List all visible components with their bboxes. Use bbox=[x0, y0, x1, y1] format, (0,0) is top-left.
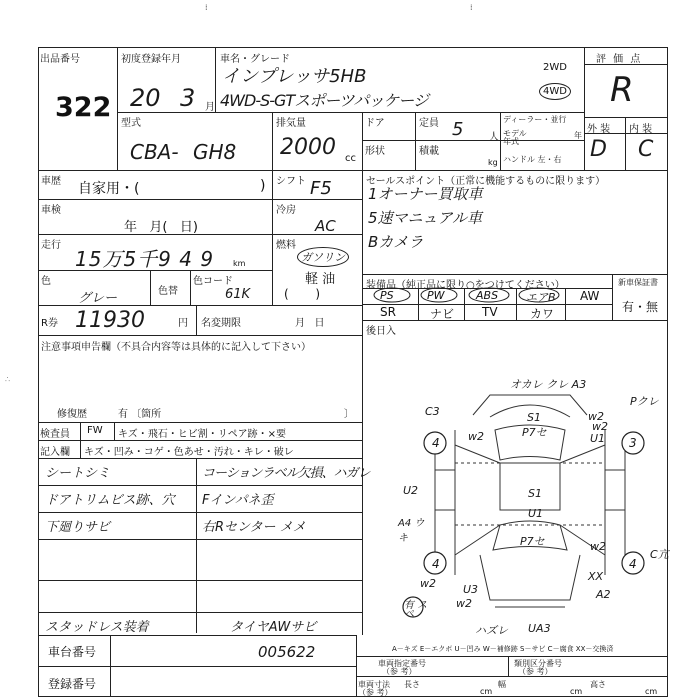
height-label: 高さ bbox=[590, 680, 606, 689]
door-label: ドア bbox=[365, 118, 385, 129]
load-label: 積載 bbox=[419, 146, 439, 157]
diagram-mark-21: 4 bbox=[629, 557, 637, 571]
drive-4wd: 4WD bbox=[539, 83, 571, 100]
diagram-mark-7: w2 bbox=[468, 430, 484, 443]
type-label: 型式 bbox=[121, 118, 141, 129]
diagram-mark-3: C3 bbox=[425, 405, 440, 418]
fuel-value2: 軽 油 bbox=[305, 272, 336, 287]
transfer-value: 月 日 bbox=[295, 318, 325, 329]
diagram-mark-18: C亢 bbox=[650, 548, 669, 561]
first-reg-month: 3 bbox=[180, 84, 196, 112]
recycle-value: 11930 bbox=[75, 308, 145, 333]
sales-point-2: 5速マニュアル車 bbox=[368, 209, 482, 227]
person-unit: 人 bbox=[489, 132, 499, 143]
model-line1: インプレッサ5HB bbox=[222, 66, 367, 87]
equip-tv: TV bbox=[482, 305, 498, 319]
fuel-paren: ( ) bbox=[284, 287, 321, 301]
remark-right-2: Fインパネ歪 bbox=[202, 493, 274, 508]
repair-close: 〕 bbox=[344, 409, 354, 420]
diagram-mark-1: オカレ クレ A3 bbox=[510, 378, 587, 391]
other-label: 後日入 bbox=[366, 326, 396, 337]
scan-mark: ∴ bbox=[5, 375, 11, 384]
inspect-label: 車検 bbox=[41, 205, 61, 216]
color-change-label: 色替 bbox=[158, 286, 178, 297]
diagram-mark-24: A2 bbox=[596, 588, 611, 601]
category-label: 類別区分番号 bbox=[514, 659, 562, 668]
history-label: 車歴 bbox=[41, 176, 61, 187]
diagram-mark-13: S1 bbox=[528, 487, 542, 500]
km-unit: km bbox=[233, 259, 246, 268]
year-unit: 年 bbox=[574, 131, 582, 140]
width-unit: cm bbox=[570, 687, 583, 696]
diagram-mark-15: A4 ウキ bbox=[398, 518, 425, 544]
diagram-mark-4: w2 bbox=[588, 410, 604, 423]
category-ref: （参 考） bbox=[518, 667, 553, 676]
equip-navi: ナビ bbox=[430, 307, 455, 321]
shape-label: 形状 bbox=[365, 146, 385, 157]
equip-pw: PW bbox=[427, 289, 445, 302]
sales-label: セールスポイント（正常に機能するものに限ります） bbox=[366, 176, 606, 187]
designated-label: 車両指定番号 bbox=[378, 659, 426, 668]
diagram-mark-11: 3 bbox=[629, 436, 637, 450]
remark-right-1: コーションラベル欠損、ハガレ bbox=[202, 466, 370, 481]
mileage-value: 15万5千9 4 9 bbox=[75, 247, 215, 271]
diagram-mark-5: S1 bbox=[527, 411, 541, 424]
equip-circle-pw bbox=[421, 288, 457, 302]
equip-airbag: エアB bbox=[526, 291, 556, 304]
diagram-mark-2: Pクレ bbox=[630, 395, 659, 408]
diagram-mark-28: UA3 bbox=[528, 622, 551, 635]
inspector-label: 検査員 bbox=[40, 429, 70, 440]
equip-circle-airbag bbox=[519, 288, 559, 302]
length-label: 長さ bbox=[404, 680, 420, 689]
ac-label: 冷房 bbox=[276, 205, 296, 216]
ac-value: AC bbox=[315, 217, 336, 235]
color-code-label: 色コード bbox=[193, 276, 233, 287]
dealer-label: ディーラー・並行 bbox=[503, 115, 567, 124]
color-label: 色 bbox=[41, 276, 51, 287]
model-line2: 4WD-S-GTスポーツパッケージ bbox=[220, 91, 428, 110]
int-value: C bbox=[638, 137, 654, 162]
remark-left-5: スタッドレス装着 bbox=[45, 620, 149, 635]
equipment-circles bbox=[366, 286, 606, 304]
inspector-code: FW bbox=[87, 425, 103, 436]
diagram-mark-25: w2 bbox=[456, 597, 472, 610]
equipment-label: 装備品（純正品に限り○をつけてください） bbox=[366, 280, 565, 291]
yen-unit: 円 bbox=[178, 318, 188, 329]
equip-abs: ABS bbox=[476, 289, 499, 302]
fuel-value1: ガソリン bbox=[297, 247, 349, 267]
diagram-mark-22: w2 bbox=[420, 577, 436, 590]
cc-value: 2000 bbox=[280, 135, 336, 160]
fuel-label: 燃料 bbox=[276, 240, 296, 251]
length-unit: cm bbox=[480, 687, 493, 696]
repair-value: 有 〔箇所 bbox=[118, 409, 162, 420]
legend-text: キズ・凹み・コゲ・色あせ・汚れ・キレ・破レ bbox=[84, 447, 294, 458]
chassis-label: 車台番号 bbox=[48, 645, 97, 659]
remark-right-3: 右Rセンター メメ bbox=[202, 520, 306, 535]
diagram-mark-6: P7セ bbox=[522, 426, 547, 439]
shift-value: F5 bbox=[310, 178, 332, 199]
capacity-value: 5 bbox=[452, 119, 464, 140]
inspector-defects: キズ・飛石・ヒビ割・リペア跡・×要 bbox=[118, 429, 286, 440]
diagram-mark-14: U1 bbox=[528, 507, 544, 520]
cc-unit: cc bbox=[345, 153, 356, 164]
handle-label: ハンドル 左・右 bbox=[503, 155, 562, 164]
model-year-label: モデル年式 bbox=[503, 129, 527, 146]
diagram-mark-26: 有 スペ bbox=[404, 600, 428, 620]
ext-label: 外 装 bbox=[587, 124, 611, 135]
scan-mark: ⁞ bbox=[205, 3, 208, 12]
equip-ps: PS bbox=[380, 289, 394, 302]
width-label: 幅 bbox=[498, 680, 506, 689]
dimension-label: 車両寸法 bbox=[358, 680, 390, 689]
first-reg-label: 初度登録年月 bbox=[121, 54, 181, 65]
type-value: CBA- GH8 bbox=[130, 140, 237, 164]
cc-label: 排気量 bbox=[276, 118, 306, 129]
repair-label: 修復歴 bbox=[57, 409, 87, 420]
warranty-value: 有・無 bbox=[622, 300, 659, 314]
warranty-label: 新車保証書 bbox=[618, 278, 658, 287]
lot-label: 出品番号 bbox=[40, 54, 80, 65]
diagram-mark-17: w2 bbox=[590, 540, 606, 553]
month-unit: 月 bbox=[205, 102, 215, 113]
inspect-value: 年 月( 日) bbox=[124, 220, 198, 235]
history-value: 自家用・( bbox=[78, 181, 140, 197]
registration-label: 登録番号 bbox=[48, 677, 97, 691]
remark-left-2: ドアトリムビス跡、穴 bbox=[45, 493, 175, 508]
capacity-label: 定員 bbox=[419, 118, 439, 129]
diagram-mark-23: U3 bbox=[463, 583, 479, 596]
equip-aw: AW bbox=[580, 289, 600, 303]
equip-circle-ps bbox=[374, 288, 410, 302]
designated-ref: （参 考） bbox=[382, 667, 417, 676]
int-label: 内 装 bbox=[629, 124, 653, 135]
diagram-mark-9: 4 bbox=[432, 436, 440, 450]
chassis-value: 005622 bbox=[258, 643, 316, 661]
scan-mark: ⁞ bbox=[470, 3, 473, 12]
diagram-mark-20: XX bbox=[588, 570, 604, 583]
first-reg-year: 20 bbox=[130, 84, 161, 112]
remark-left-1: シートシミ bbox=[45, 466, 111, 481]
equip-circle-abs bbox=[469, 288, 509, 302]
kg-unit: kg bbox=[488, 158, 498, 167]
dimension-ref: （参 考） bbox=[358, 688, 393, 697]
color-value: グレー bbox=[78, 291, 118, 306]
sales-point-3: Bカメラ bbox=[368, 233, 424, 251]
score-value: R bbox=[610, 70, 634, 110]
transfer-label: 名変期限 bbox=[201, 318, 241, 329]
diagram-legend: A－キズ E－エクボ U－凹み W－補修跡 S－サビ C－腐食 XX－交換済 bbox=[392, 645, 614, 653]
equip-sr: SR bbox=[380, 305, 396, 319]
diagram-mark-10: w2 bbox=[592, 420, 608, 433]
diagram-mark-19: 4 bbox=[432, 557, 440, 571]
diagram-mark-16: P7セ bbox=[520, 535, 545, 548]
equip-leather: カワ bbox=[530, 307, 555, 321]
score-label: 評 価 点 bbox=[596, 54, 643, 65]
remark-left-3: 下廻りサビ bbox=[45, 520, 111, 535]
model-label: 車名・グレード bbox=[220, 54, 290, 65]
remark-right-5: タイヤAWサビ bbox=[230, 620, 317, 635]
diagram-mark-8: U1 bbox=[590, 432, 606, 445]
drive-2wd: 2WD bbox=[543, 62, 567, 73]
recycle-label: R券 bbox=[41, 318, 58, 329]
height-unit: cm bbox=[645, 687, 658, 696]
mileage-label: 走行 bbox=[41, 240, 61, 251]
notes-label: 注意事項申告欄（不具合内容等は具体的に記入して下さい） bbox=[41, 342, 311, 353]
diagram-mark-27: ハズレ bbox=[475, 624, 508, 637]
ext-value: D bbox=[590, 137, 607, 162]
color-code-value: 61K bbox=[225, 287, 251, 302]
shift-label: シフト bbox=[276, 176, 306, 187]
lot-number: 322 bbox=[55, 92, 112, 123]
legend-label: 記入欄 bbox=[40, 447, 70, 458]
sales-point-1: 1オーナー買取車 bbox=[368, 185, 483, 203]
diagram-mark-12: U2 bbox=[403, 484, 419, 497]
